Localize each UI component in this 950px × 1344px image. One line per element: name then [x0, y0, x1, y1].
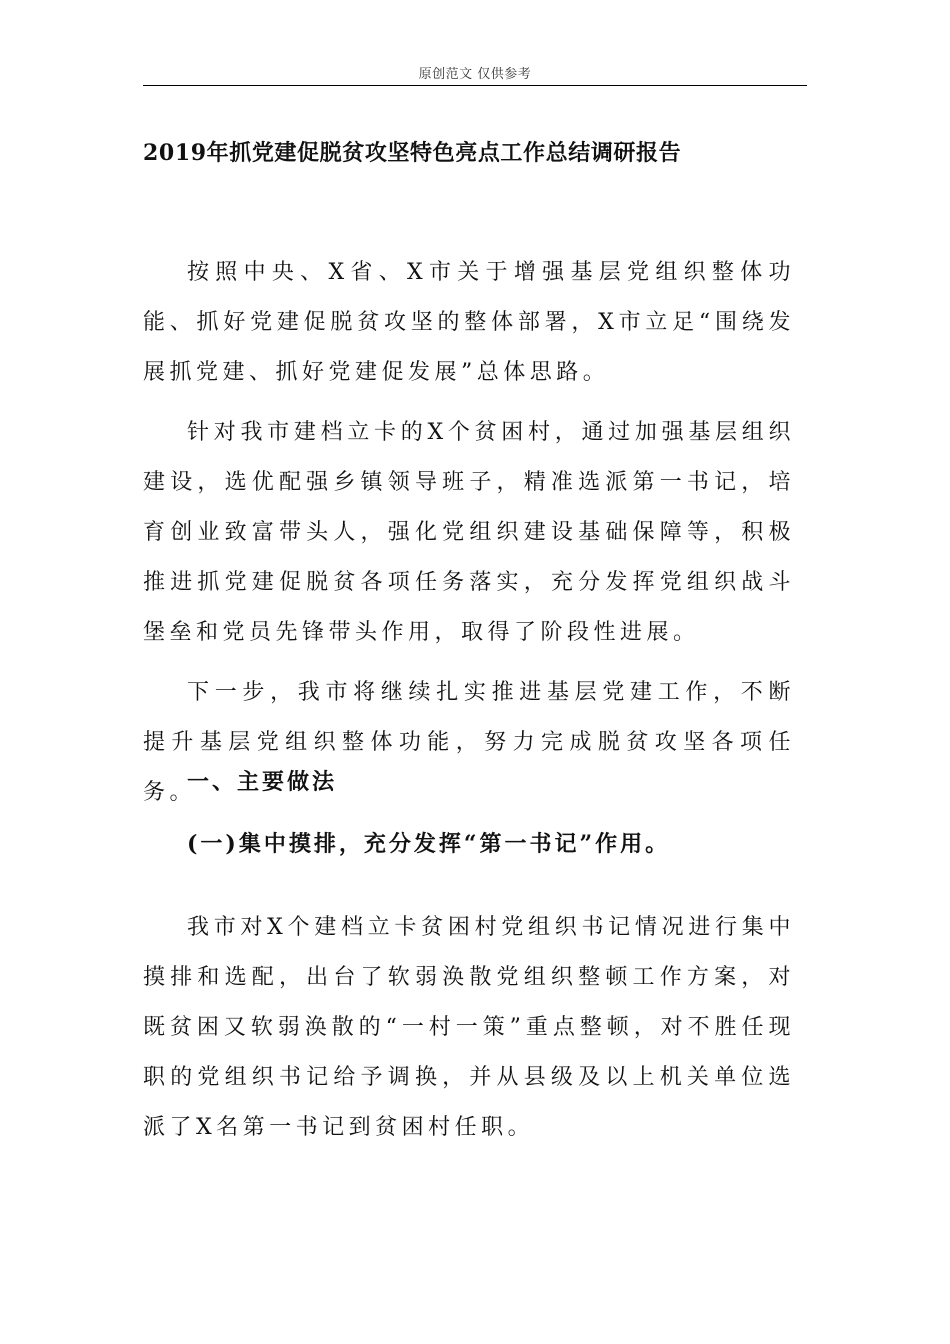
body-paragraph: 我市对X个建档立卡贫困村党组织书记情况进行集中摸排和选配，出台了软弱涣散党组织整顿工作方案，对既贫困又软弱涣散的“一村一策”重点整顿，对不胜任现职的党组织书记给予调换，并从县级及以上机关单位选派了X名第一书记到贫困村任职。 — [143, 915, 795, 1140]
section-heading: 一、主要做法 — [187, 769, 338, 795]
body-paragraph: 下一步，我市将继续扎实推进基层党建工作，不断提升基层党组织整体功能，努力完成脱贫攻坚各项任务。 — [143, 680, 795, 805]
body-paragraph: 按照中央、X省、X市关于增强基层党组织整体功能、抓好党建促脱贫攻坚的整体部署，X市立足“围绕发展抓党建、抓好党建促发展”总体思路。 — [143, 260, 795, 385]
page-header-text: 原创范文 仅供参考 — [418, 67, 532, 82]
body-paragraph: 针对我市建档立卡的X个贫困村，通过加强基层组织建设，选优配强乡镇领导班子，精准选派第一书记，培育创业致富带头人，强化党组织建设基础保障等，积极推进抓党建促脱贫各项任务落实，充分发挥党组织战斗堡垒和党员先锋带头作用，取得了阶段性进展。 — [143, 420, 795, 645]
subsection-heading: (一)集中摸排，充分发挥“第一书记”作用。 — [187, 831, 671, 857]
header-divider — [143, 85, 807, 86]
document-title: 2019年抓党建促脱贫攻坚特色亮点工作总结调研报告 — [143, 140, 682, 166]
